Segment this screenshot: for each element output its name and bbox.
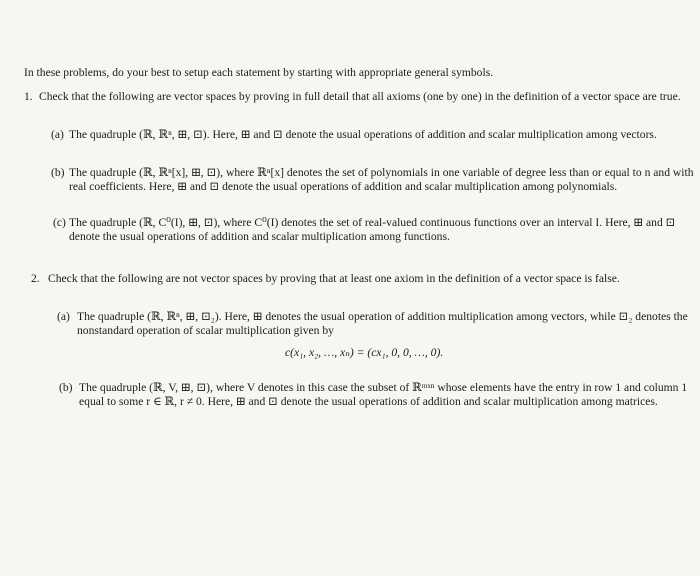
item-label: (b) [59,381,73,394]
item-label: (c) [53,216,66,229]
problem-2-text: Check that the following are not vector spaces by proving that at least one axiom in the definition of a vector space is false. [48,272,620,285]
formula: c(x₁, x₂, …, xₙ) = (cx₁, 0, 0, …, 0). [285,346,444,359]
item-text: The quadruple (ℝ, V, ⊞, ⊡), where V denotes in this case the subset of ℝᵐˣⁿ whose elements have the entry in row 1 and column 1 equal to some r ∈ ℝ, r ≠ 0. Here, ⊞ and ⊡ denote the usual operations of addition and scalar multiplication among matrices. [79,381,688,409]
item-text: The quadruple (ℝ, ℝⁿ[x], ⊞, ⊡), where ℝⁿ[x] denotes the set of polynomials in one variable of degree less than or equal to n and with real coefficients. Here, ⊞ and ⊡ denote the usual operations of addition and scalar multiplication among polynomials. [69,166,694,194]
problem-1-text: Check that the following are vector spaces by proving in full detail that all axioms (one by one) in the definition of a vector space are true. [39,90,681,103]
item-label: (a) [57,310,70,323]
intro-text: In these problems, do your best to setup each statement by starting with appropriate general symbols. [24,66,494,79]
item-text: The quadruple (ℝ, ℝⁿ, ⊞, ⊡). Here, ⊞ and ⊡ denote the usual operations of addition and scalar multiplication among vectors. [69,128,657,141]
item-label: (a) [51,128,64,141]
item-label: (b) [51,166,65,179]
problem-1-number: 1. [24,90,33,103]
item-text: The quadruple (ℝ, C⁰(I), ⊞, ⊡), where C⁰(I) denotes the set of real-valued continuous functions over an interval I. Here, ⊞ and ⊡ denote the usual operations of addition and scalar multiplication among functions. [69,216,676,244]
problem-2-number: 2. [31,272,40,285]
item-text: The quadruple (ℝ, ℝⁿ, ⊞, ⊡₂). Here, ⊞ denotes the usual operation of addition multiplication among vectors, while ⊡₂ denotes the nonstandard operation of scalar multiplication given by [77,310,688,338]
